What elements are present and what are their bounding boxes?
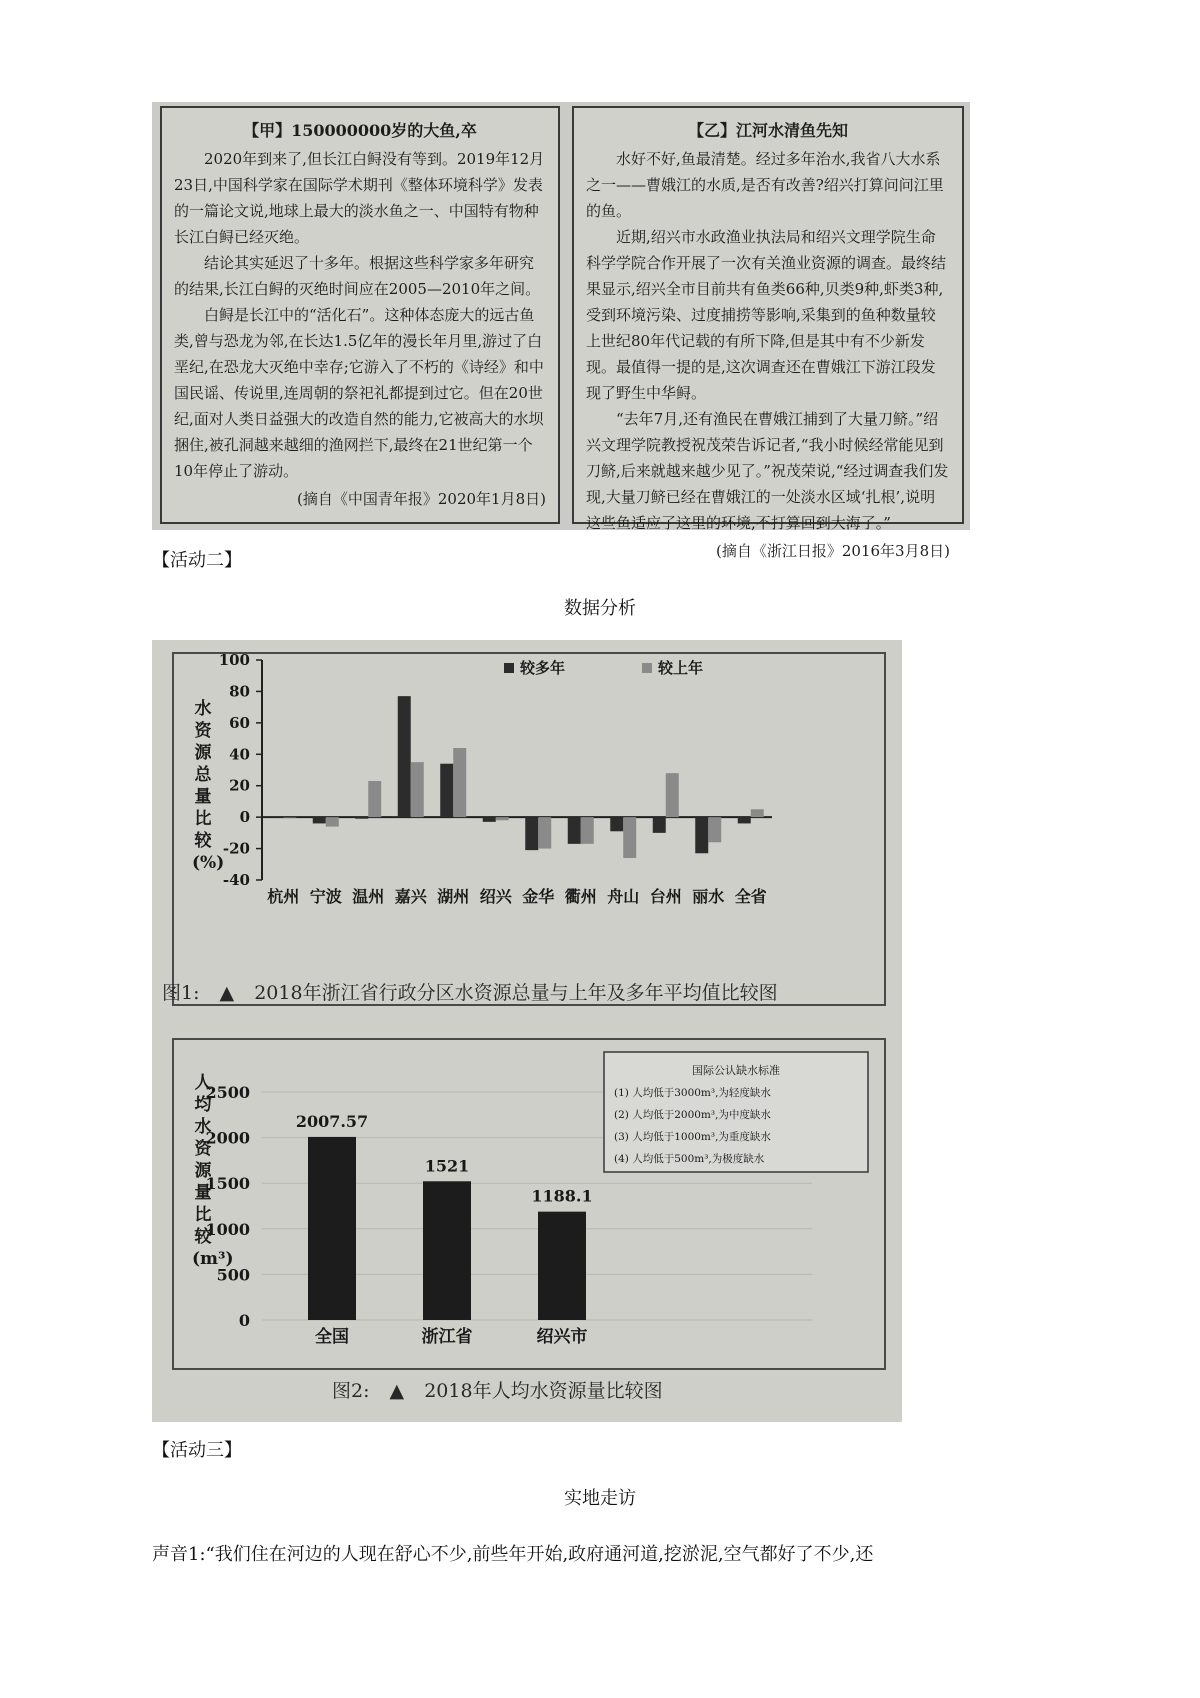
chart2-title: 2018年人均水资源量比较图 xyxy=(424,1380,663,1402)
chart2-data-label: 1188.1 xyxy=(531,1186,593,1206)
chart1-x-tick-label: 舟山 xyxy=(607,887,640,906)
chart2-y-tick-label: 500 xyxy=(216,1265,250,1285)
chart1-ylabel-char: 比 xyxy=(194,809,212,829)
article-yi-paragraph: 近期,绍兴市水政渔业执法局和绍兴文理学院生命科学学院合作开展了一次有关渔业资源的调查。最终结果显示,绍兴全市目前共有鱼类66种,贝类9种,虾类3种,受到环境污染、过度捕捞等影响,采集到的鱼种数量较上世纪80年代记载的有所下降,但是其中有不少新发现。最值得一提的是,这次调查还在曹娥江下游江段发现了野生中华鲟。 xyxy=(586,228,947,402)
chart2-standards-item: (1) 人均低于3000m³,为轻度缺水 xyxy=(614,1087,771,1099)
chart1-y-tick-label: 80 xyxy=(229,682,250,701)
chart2-x-tick-label: 绍兴市 xyxy=(536,1327,588,1347)
chart1-x-tick-label: 温州 xyxy=(352,887,385,906)
article-yi-source: (摘自《浙江日报》2016年3月8日) xyxy=(716,542,950,560)
chart2-standards-item: (3) 人均低于1000m³,为重度缺水 xyxy=(614,1131,771,1143)
chart2-caption-prefix: 图2: xyxy=(332,1380,370,1402)
chart2-y-tick-label: 2000 xyxy=(205,1128,250,1148)
chart1-x-tick-label: 衢州 xyxy=(564,887,597,906)
article-yi xyxy=(572,106,964,560)
voice1-text: 声音1:“我们住在河边的人现在舒心不少,前些年开始,政府通河道,挖淤泥,空气都好了不少,还 xyxy=(152,1544,874,1565)
chart1-x-tick-label: 嘉兴 xyxy=(394,887,427,906)
chart1-x-tick-label: 台州 xyxy=(649,887,682,906)
chart1-ylabel-char: 源 xyxy=(194,743,212,763)
chart2-y-tick-label: 1000 xyxy=(205,1219,250,1239)
article-yi-paragraph: “去年7月,还有渔民在曹娥江捕到了大量刀鲚。”绍兴文理学院教授祝茂荣告诉记者,“我小时候经常能见到刀鲚,后来就越来越少见了。”祝茂荣说,“经过调查我们发现,大量刀鲚已经在曹娥江的一处淡水区域‘扎根’,说明这些鱼适应了这里的环境,不打算回到大海了。” xyxy=(586,410,949,532)
chart1-y-tick-label: 0 xyxy=(239,808,250,827)
article-jia-paragraph: 白鲟是长江中的“活化石”。这种体态庞大的远古鱼类,曾与恐龙为邻,在长达1.5亿年的漫长年月里,游过了白垩纪,在恐龙大灭绝中幸存;它游入了不朽的《诗经》和中国民谣、传说里,连周朝的祭祀礼都提到过它。但在20世纪,面对人类日益强大的改造自然的能力,它被高大的水坝捆住,被孔洞越来越细的渔网拦下,最终在21世纪第一个10年停止了游动。 xyxy=(174,306,544,480)
chart2-y-tick-label: 2500 xyxy=(205,1083,250,1102)
chart2-bar xyxy=(308,1137,356,1320)
chart2-ylabel-char: 量 xyxy=(194,1183,212,1203)
article-yi-title: 【乙】江河水清鱼先知 xyxy=(687,121,848,140)
chart1-ylabel-char: 较 xyxy=(194,831,212,851)
chart2-ylabel-char: 均 xyxy=(194,1095,212,1115)
chart1-y-tick-label: 60 xyxy=(229,713,250,732)
chart1-legend-label: 较多年 xyxy=(520,659,566,677)
article-jia-title: 【甲】150000000岁的大鱼,卒 xyxy=(243,121,477,140)
chart1-ylabel-char: 资 xyxy=(194,721,212,741)
chart2-standards-title: 国际公认缺水标准 xyxy=(692,1064,780,1077)
article-jia-body xyxy=(174,146,546,484)
chart2-standards-item: (4) 人均低于500m³,为极度缺水 xyxy=(614,1153,765,1165)
chart1-title: 2018年浙江省行政分区水资源总量与上年及多年平均值比较图 xyxy=(254,982,778,1004)
chart1-x-tick-label: 宁波 xyxy=(309,887,342,906)
chart1-y-tick-label: 40 xyxy=(229,745,250,764)
activity2-subtitle: 数据分析 xyxy=(564,598,636,619)
chart2-svg xyxy=(152,640,902,1422)
chart1-y-tick-label: 20 xyxy=(229,776,250,795)
chart2-data-label: 1521 xyxy=(424,1156,470,1176)
article-yi-body xyxy=(586,146,950,536)
chart2-ylabel-char: 人 xyxy=(194,1073,212,1093)
chart1-ylabel-char: 总 xyxy=(194,765,212,785)
triangle-icon: ▲ xyxy=(219,982,235,1004)
article-jia xyxy=(160,106,560,524)
activity3-heading: 【活动三】 xyxy=(152,1440,242,1461)
chart2-standards-item: (2) 人均低于2000m³,为中度缺水 xyxy=(614,1109,771,1121)
chart2-y-tick-label: 0 xyxy=(238,1311,250,1330)
article-yi-paragraph: 水好不好,鱼最清楚。经过多年治水,我省八大水系之一——曹娥江的水质,是否有改善?绍兴打算问问江里的鱼。 xyxy=(586,150,944,220)
chart1-ylabel-char: 水 xyxy=(194,699,212,719)
article-jia-paragraph: 2020年到来了,但长江白鲟没有等到。2019年12月23日,中国科学家在国际学术期刊《整体环境科学》发表的一篇论文说,地球上最大的淡水鱼之一、中国特有物种长江白鲟已经灭绝。 xyxy=(174,150,545,246)
chart1-x-tick-label: 绍兴 xyxy=(479,887,512,906)
chart1-x-tick-label: 杭州 xyxy=(267,887,300,906)
chart1-x-tick-label: 丽水 xyxy=(692,887,725,906)
chart2-y-tick-label: 1500 xyxy=(205,1174,250,1194)
article-jia-source: (摘自《中国青年报》2020年1月8日) xyxy=(297,490,546,508)
article-jia-paragraph: 结论其实延迟了十多年。根据这些科学家多年研究的结果,长江白鲟的灭绝时间应在2005—2010年之间。 xyxy=(174,254,541,298)
chart1-legend-label: 较上年 xyxy=(658,659,704,677)
charts-photo xyxy=(152,640,902,1422)
chart2-ylabel-char: 较 xyxy=(194,1227,212,1247)
chart1-y-tick-label: -20 xyxy=(222,839,250,858)
chart2-x-tick-label: 浙江省 xyxy=(421,1327,473,1347)
chart1-ylabel-char: 量 xyxy=(194,787,212,807)
chart1-y-tick-label: -40 xyxy=(222,871,250,889)
articles-photo xyxy=(152,102,970,560)
chart1-x-tick-label: 金华 xyxy=(522,887,555,906)
chart2-ylabel-char: 源 xyxy=(194,1161,212,1181)
chart2-ylabel-char: 资 xyxy=(194,1139,212,1159)
chart1-x-tick-label: 湖州 xyxy=(437,887,470,906)
chart2-bar xyxy=(538,1212,586,1320)
chart2-ylabel-char: 水 xyxy=(194,1117,212,1137)
activity3-subtitle: 实地走访 xyxy=(564,1488,636,1509)
chart2-ylabel-char: (m³) xyxy=(192,1249,234,1269)
chart1-caption-prefix: 图1: xyxy=(162,982,200,1004)
chart2-ylabel-char: 比 xyxy=(194,1205,212,1225)
chart2-bar xyxy=(423,1181,471,1320)
chart1-x-tick-label: 全省 xyxy=(734,887,767,906)
chart2-caption xyxy=(332,1376,663,1403)
activity2-heading: 【活动二】 xyxy=(152,550,242,571)
triangle-icon: ▲ xyxy=(389,1380,405,1402)
chart1-ylabel-char: (%) xyxy=(192,853,225,873)
chart2-x-tick-label: 全国 xyxy=(315,1327,349,1347)
chart2-data-label: 2007.57 xyxy=(295,1111,369,1131)
chart1-y-tick-label: 100 xyxy=(218,651,250,669)
